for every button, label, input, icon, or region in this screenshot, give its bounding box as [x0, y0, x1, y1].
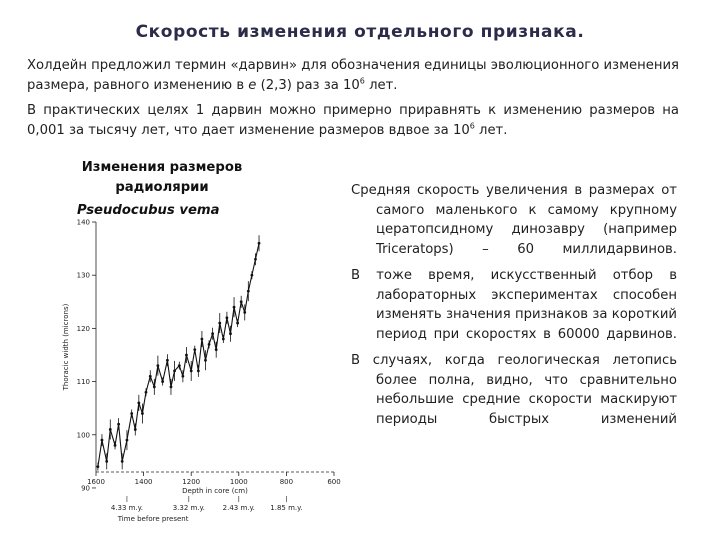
- x-tick-label: 1400: [134, 478, 153, 486]
- x-tick-label: 600: [327, 478, 341, 486]
- data-point: [197, 370, 200, 373]
- data-point: [247, 290, 250, 293]
- data-point: [121, 460, 124, 463]
- data-point: [181, 375, 184, 378]
- y-axis-label: Thoracic width (microns): [62, 303, 70, 391]
- time-label: 3.32 m.y.: [172, 504, 205, 512]
- paragraph-darwin-definition: [27, 56, 679, 96]
- data-point: [105, 460, 108, 463]
- time-label: 1.85 m.y.: [270, 504, 303, 512]
- data-point: [170, 385, 173, 388]
- data-point: [126, 439, 129, 442]
- chart-marks: [97, 235, 261, 470]
- y-tick-label: 140: [76, 218, 90, 227]
- para1-text-b: (2,3) раз за 10: [256, 78, 360, 93]
- data-point: [201, 338, 204, 341]
- time-label: 4.33 m.y.: [110, 504, 144, 512]
- data-point: [178, 364, 181, 367]
- para1-e-symbol: e: [248, 78, 257, 93]
- chart-axes: [92, 222, 334, 502]
- figure-title: Изменения размеров радиолярии: [81, 160, 243, 195]
- x-tick-label: 1200: [182, 478, 201, 486]
- x-tick-label: 800: [279, 478, 294, 486]
- data-point: [117, 423, 120, 426]
- data-point: [243, 311, 246, 314]
- data-point: [250, 274, 253, 277]
- time-label: 2.43 m.y.: [222, 504, 255, 512]
- right-para-artificial-selection: В тоже время, искусственный отбор в лабораторных экспериментах способен изменять значения признаков за короткий период при скоростях в 60000 дарвинов.: [351, 268, 677, 342]
- data-point: [156, 364, 159, 367]
- data-point: [233, 306, 236, 309]
- data-point: [161, 380, 164, 383]
- data-point: [258, 242, 261, 245]
- time-axis-label: Time before present: [117, 515, 189, 523]
- data-point: [229, 332, 232, 335]
- data-point: [114, 444, 117, 447]
- x-tick-label: 1000: [229, 478, 248, 486]
- data-point: [215, 348, 218, 351]
- data-point: [204, 359, 207, 362]
- data-point: [222, 338, 225, 341]
- right-para-geologic-record: В случаях, когда геологическая летопись более полна, видно, что сравнительно небольшие средние скорости маскируют периоды быстрых изменений: [351, 353, 677, 427]
- data-point: [193, 348, 196, 351]
- para1-text-c: лет.: [364, 78, 398, 93]
- data-point: [130, 412, 133, 415]
- data-point: [226, 316, 229, 319]
- right-text-block: [351, 181, 677, 436]
- x-axis-label: Depth in core (cm): [182, 487, 248, 495]
- paragraph-practical-equivalent: [27, 101, 679, 141]
- y-tick-label: 100: [76, 431, 90, 440]
- x-tick-label: 1600: [87, 478, 105, 486]
- data-point: [134, 428, 137, 431]
- data-point: [208, 343, 211, 346]
- data-point: [149, 375, 152, 378]
- para2-exponent: 6: [469, 121, 475, 131]
- data-point: [166, 359, 169, 362]
- y-tick-label: 110: [76, 378, 90, 387]
- para2-text-a: В практических целях 1 дарвин можно примерно приравнять к изменению размеров на 0,001 за тысячу лет, что дает изменение размеров вдвое за 10: [27, 103, 679, 138]
- radiolaria-size-chart: [56, 216, 346, 528]
- page-title: Скорость изменения отдельного признака.: [135, 22, 585, 42]
- data-point: [236, 322, 239, 325]
- data-point: [218, 322, 221, 325]
- para2-text-b: лет.: [474, 123, 508, 138]
- data-point: [254, 258, 257, 261]
- data-point: [145, 391, 148, 394]
- y-tick-label: 90: [81, 484, 90, 493]
- figure-species-name: Pseudocubus vema: [77, 203, 220, 218]
- y-tick-label: 120: [76, 324, 90, 333]
- data-point: [101, 439, 104, 442]
- data-point: [153, 385, 156, 388]
- para1-text-a: Холдейн предложил термин «дарвин» для обозначения единицы эволюционного изменения размера, равного изменению в: [27, 58, 679, 93]
- data-point: [211, 332, 214, 335]
- chart-labels: [62, 219, 341, 524]
- data-point: [240, 300, 243, 303]
- data-point: [190, 370, 193, 373]
- data-point: [109, 428, 112, 431]
- data-point: [137, 401, 140, 404]
- right-para-dinosaur-rate: Средняя скорость увеличения в размерах от самого маленького к самому крупному цератопсидному динозавру (например Triceratops) – 60 миллидарвинов.: [351, 183, 677, 257]
- para1-exponent: 6: [359, 76, 365, 86]
- data-point: [141, 412, 144, 415]
- data-point: [185, 354, 188, 357]
- series-line: [98, 243, 259, 466]
- y-tick-label: 130: [76, 271, 90, 280]
- data-point: [97, 465, 100, 468]
- data-point: [173, 370, 176, 373]
